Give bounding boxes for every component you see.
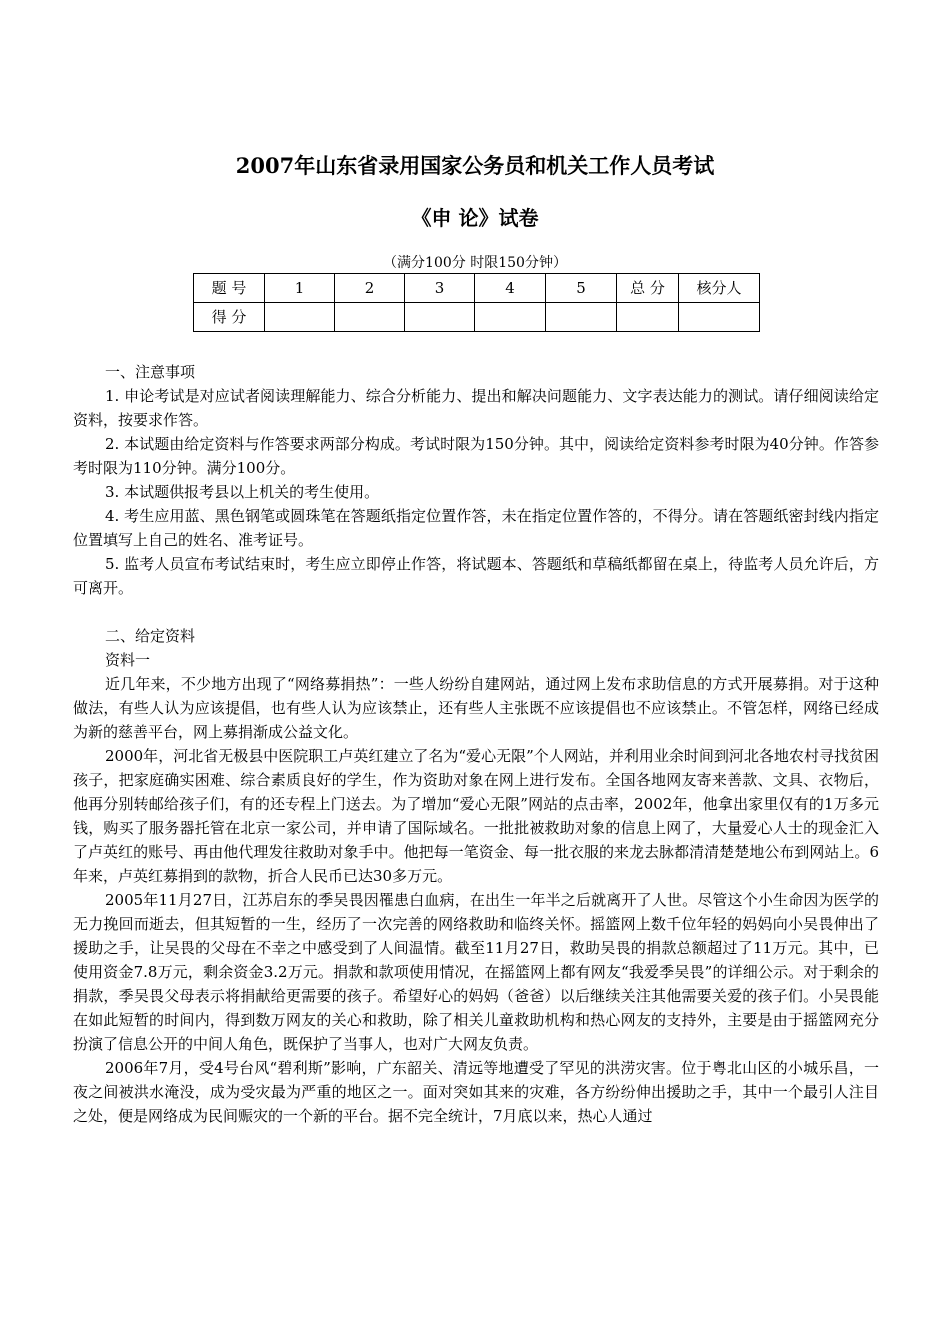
material-paragraph: 近几年来，不少地方出现了“网络募捐热”：一些人纷纷自建网站，通过网上发布求助信息的方式开展募捐。对于这种做法，有些人认为应该提倡，也有些人认为应该禁止，还有些人主张既不应该提倡也不应该禁止。不管怎样，网络已经成为新的慈善平台，网上募捐渐成公益文化。 <box>73 675 879 741</box>
score-table-header-row <box>194 274 760 303</box>
score-info: （满分100分 时限150分钟） <box>383 255 567 271</box>
material-label: 资料一 <box>105 651 151 669</box>
section-heading: 一、注意事项 <box>105 363 196 381</box>
score-cell-empty <box>265 303 335 332</box>
score-cell-empty <box>617 303 679 332</box>
score-cell: 得 分 <box>194 303 265 332</box>
score-cell-empty <box>546 303 617 332</box>
material-paragraph: 2006年7月，受4号台风“碧利斯”影响，广东韶关、清远等地遭受了罕见的洪涝灾害。位于粤北山区的小城乐昌，一夜之间被洪水淹没，成为受灾最为严重的地区之一。面对突如其来的灾难，各方纷纷伸出援助之手，其中一个最引人注目之处，便是网络成为民间赈灾的一个新的平台。据不完全统计，7月底以来，热心人通过 <box>73 1059 879 1125</box>
notice-item: 1. 申论考试是对应试者阅读理解能力、综合分析能力、提出和解决问题能力、文字表达能力的测试。请仔细阅读给定资料，按要求作答。 <box>73 387 879 429</box>
score-cell: 核分人 <box>679 274 760 303</box>
notice-item: 4. 考生应用蓝、黑色钢笔或圆珠笔在答题纸指定位置作答，未在指定位置作答的，不得分。请在答题纸密封线内指定位置填写上自己的姓名、准考证号。 <box>73 507 879 549</box>
score-cell-empty <box>335 303 405 332</box>
notice-item: 2. 本试题由给定资料与作答要求两部分构成。考试时限为150分钟。其中，阅读给定资料参考时限为40分钟。作答参考时限为110分钟。满分100分。 <box>73 435 879 477</box>
material-paragraph: 2005年11月27日，江苏启东的季吴畏因罹患白血病，在出生一年半之后就离开了人世。尽管这个小生命因为医学的无力挽回而逝去，但其短暂的一生，经历了一次完善的网络救助和临终关怀。摇篮网上数千位年轻的妈妈向小吴畏伸出了援助之手，让吴畏的父母在不幸之中感受到了人间温情。截至11月27日，救助吴畏的捐款总额超过了11万元。其中，已使用资金7.8万元，剩余资金3.2万元。捐款和款项使用情况，在摇篮网上都有网友“我爱季吴畏”的详细公示。对于剩余的捐款，季吴畏父母表示将捐献给更需要的孩子。希望好心的妈妈（爸爸）以后继续关注其他需要关爱的孩子们。小吴畏能在如此短暂的时间内，得到数万网友的关心和救助，除了相关儿童救助机构和热心网友的支持外，主要是由于摇篮网充分扮演了信息公开的中间人角色，既保护了当事人，也对广大网友负责。 <box>73 891 879 1053</box>
notice-item: 3. 本试题供报考县以上机关的考生使用。 <box>105 483 380 501</box>
score-cell: 5 <box>546 274 617 303</box>
score-cell-empty <box>679 303 760 332</box>
score-cell: 2 <box>335 274 405 303</box>
score-cell-empty <box>475 303 546 332</box>
score-cell: 总 分 <box>617 274 679 303</box>
score-cell: 4 <box>475 274 546 303</box>
exam-subtitle: 《申 论》试卷 <box>411 206 539 230</box>
notice-item: 5. 监考人员宣布考试结束时，考生应立即停止作答，将试题本、答题纸和草稿纸都留在桌上，待监考人员允许后，方可离开。 <box>73 555 879 597</box>
score-cell: 1 <box>265 274 335 303</box>
exam-content <box>73 360 879 1128</box>
material-paragraph: 2000年，河北省无极县中医院职工卢英红建立了名为“爱心无限”个人网站，并利用业余时间到河北各地农村寻找贫困孩子，把家庭确实困难、综合素质良好的学生，作为资助对象在网上进行发布。全国各地网友寄来善款、文具、衣物后，他再分别转邮给孩子们，有的还专程上门送去。为了增加“爱心无限”网站的点击率，2002年，他拿出家里仅有的1万多元钱，购买了服务器托管在北京一家公司，并申请了国际域名。一批批被救助对象的信息上网了，大量爱心人士的现金汇入了卢英红的账号、再由他代理发往救助对象手中。他把每一笔资金、每一批衣服的来龙去脉都清清楚楚地公布到网站上。6年来，卢英红募捐到的款物，折合人民币已达30多万元。 <box>73 747 879 885</box>
score-cell: 题 号 <box>194 274 265 303</box>
score-table-score-row <box>194 303 760 332</box>
score-cell-empty <box>405 303 475 332</box>
exam-title: 2007年山东省录用国家公务员和机关工作人员考试 <box>235 153 715 178</box>
section-heading: 二、给定资料 <box>105 627 196 645</box>
score-cell: 3 <box>405 274 475 303</box>
spacer <box>73 600 879 624</box>
score-table <box>193 273 760 332</box>
